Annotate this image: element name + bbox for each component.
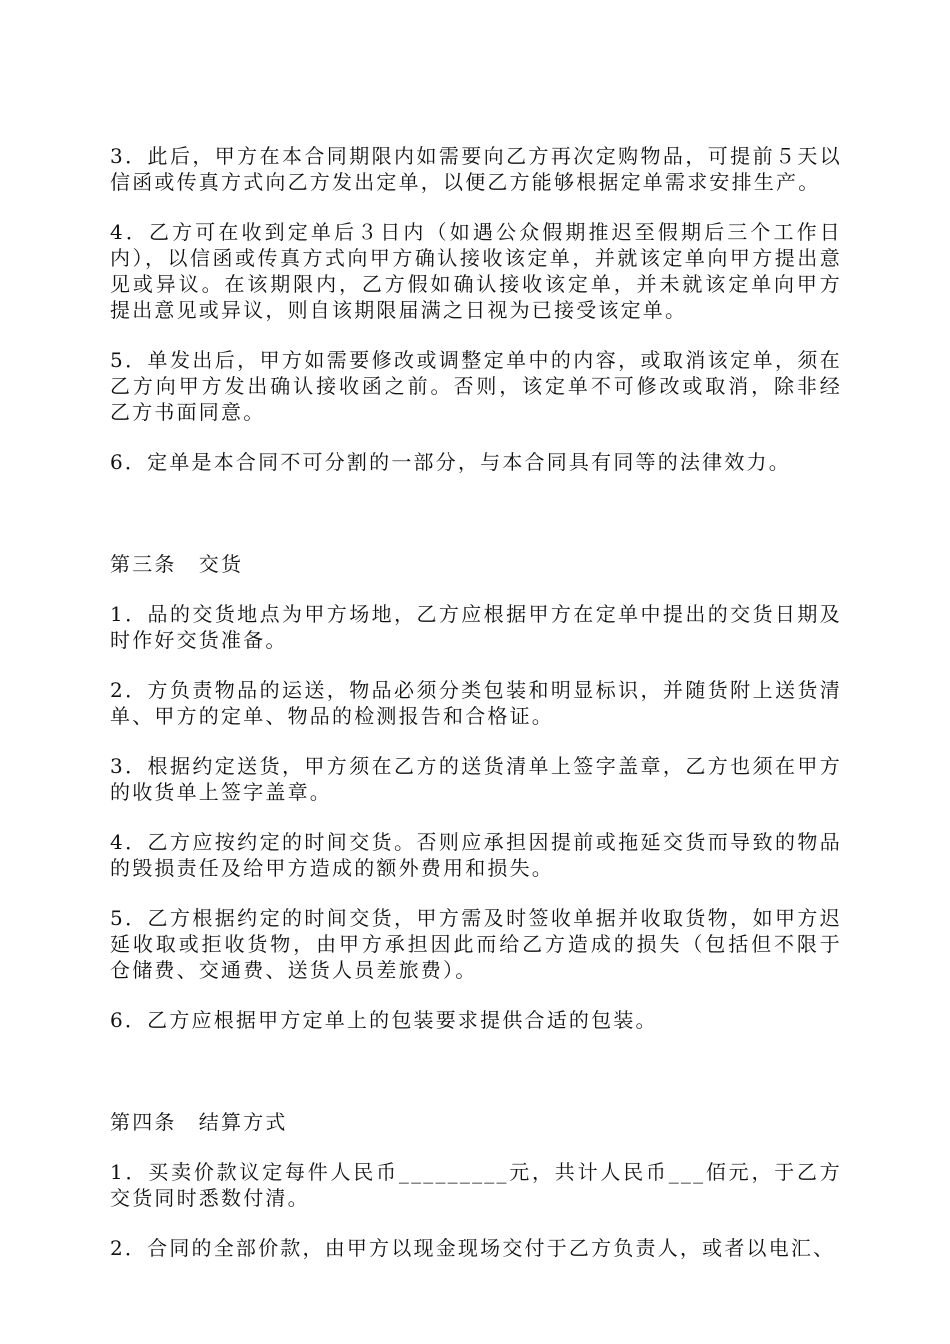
clause-3-6: 6．乙方应根据甲方定单上的包装要求提供合适的包装。 bbox=[110, 1008, 658, 1032]
section-spacer bbox=[110, 1057, 842, 1109]
clause-2-4: 4．乙方可在收到定单后３日内（如遇公众假期推迟至假期后三个工作日内），以信函或传真方式向甲方确认接收该定单，并就该定单向甲方提出意见或异议。在该期限内，乙方假如确认接收该定单，并未就该定单向甲方提出意见或异议，则自该期限届满之日视为已接受该定单。 bbox=[110, 220, 842, 322]
clause-3-1: 1．品的交货地点为甲方场地，乙方应根据甲方在定单中提出的交货日期及时作好交货准备。 bbox=[110, 602, 842, 652]
clause-3-2: 2．方负责物品的运送，物品必须分类包装和明显标识，并随货附上送货清单、甲方的定单、物品的检测报告和合格证。 bbox=[110, 678, 842, 728]
clause-2-6: 6．定单是本合同不可分割的一部分，与本合同具有同等的法律效力。 bbox=[110, 450, 791, 474]
clause-2-5: 5．单发出后，甲方如需要修改或调整定单中的内容，或取消该定单，须在乙方向甲方发出确认接收函之前。否则，该定单不可修改或取消，除非经乙方书面同意。 bbox=[110, 348, 842, 424]
clause-2-3: 3．此后，甲方在本合同期限内如需要向乙方再次定购物品，可提前５天以信函或传真方式向乙方发出定单，以便乙方能够根据定单需求安排生产。 bbox=[110, 144, 842, 194]
clause-3-3: 3．根据约定送货，甲方须在乙方的送货清单上签字盖章，乙方也须在甲方的收货单上签字盖章。 bbox=[110, 754, 842, 804]
section-4-heading: 第四条 结算方式 bbox=[110, 1110, 288, 1134]
clause-3-5: 5．乙方根据约定的时间交货，甲方需及时签收单据并收取货物，如甲方迟延收取或拒收货物，由甲方承担因此而给乙方造成的损失（包括但不限于仓储费、交通费、送货人员差旅费）。 bbox=[110, 906, 842, 982]
document-page bbox=[110, 143, 842, 1285]
clause-4-2: 2．合同的全部价款，由甲方以现金现场交付于乙方负责人，或者以电汇、 bbox=[110, 1236, 836, 1260]
clause-3-4: 4．乙方应按约定的时间交货。否则应承担因提前或拖延交货而导致的物品的毁损责任及给甲方造成的额外费用和损失。 bbox=[110, 830, 842, 880]
clause-4-1: 1．买卖价款议定每件人民币_________元，共计人民币___佰元，于乙方交货同时悉数付清。 bbox=[110, 1160, 842, 1210]
section-3-heading: 第三条 交货 bbox=[110, 552, 244, 576]
section-spacer bbox=[110, 499, 842, 551]
